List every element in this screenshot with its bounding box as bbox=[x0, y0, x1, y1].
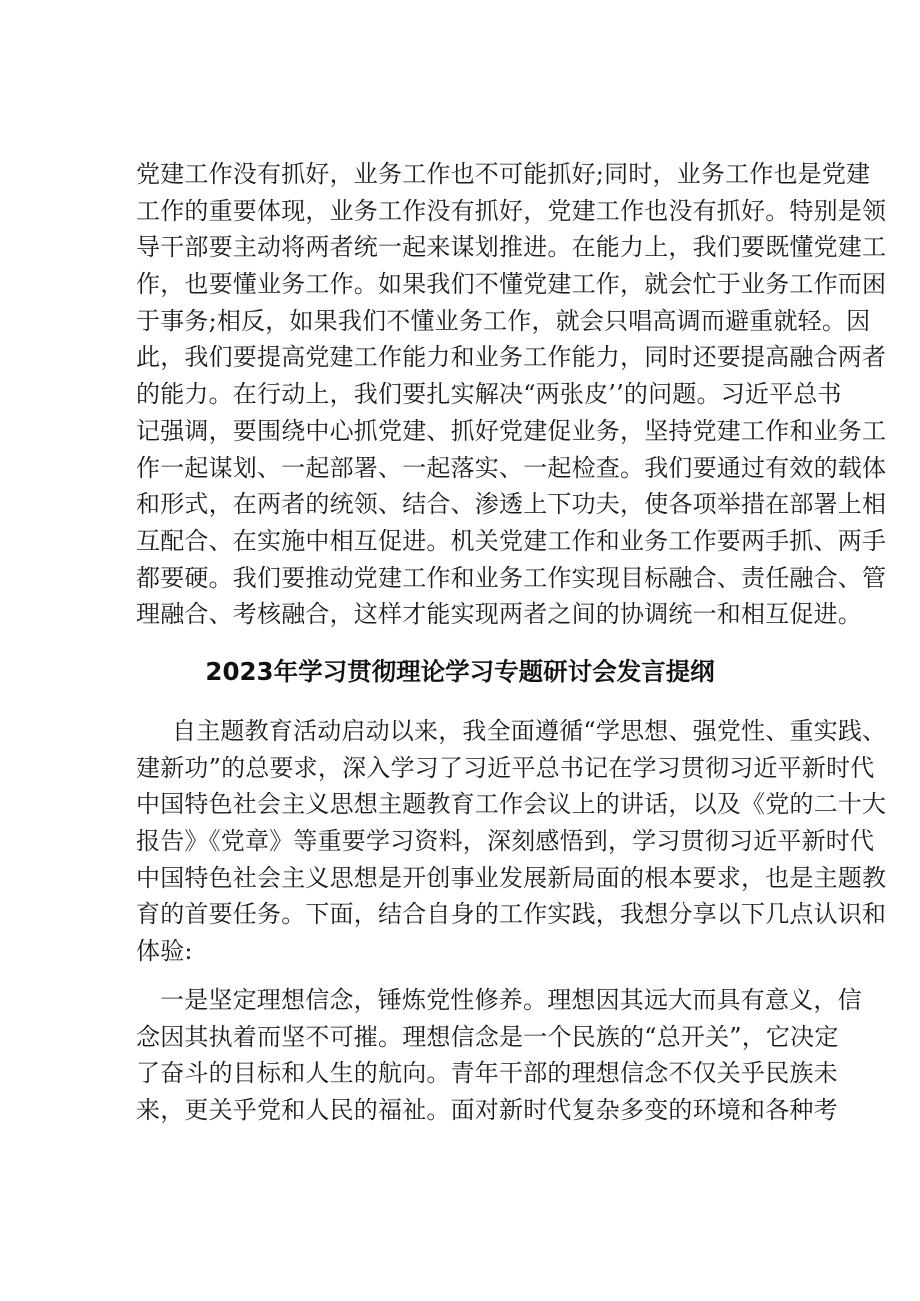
text-line: 都要硬。我们要推动党建工作和业务工作实现目标融合、责任融合、管 bbox=[136, 563, 887, 592]
text-line: 来，更关乎党和人民的福祉。面对新时代复杂多变的环境和各种考 bbox=[136, 1096, 838, 1125]
text-line: 念因其执着而坚不可摧。理想信念是一个民族的“总开关”，它决定 bbox=[136, 1022, 839, 1051]
section-heading: 2023年学习贯彻理论学习专题研讨会发言提纲 bbox=[205, 657, 715, 686]
text-line: 和形式，在两者的统领、结合、渗透上下功夫，使各项举措在部署上相 bbox=[136, 490, 887, 519]
text-line: 中国特色社会主义思想是开创事业发展新局面的根本要求，也是主题教 bbox=[136, 863, 887, 892]
text-line: 建新功”的总要求，深入学习了习近平总书记在学习贯彻习近平新时代 bbox=[136, 753, 875, 782]
text-line: 导干部要主动将两者统一起来谋划推进。在能力上，我们要既懂党建工 bbox=[136, 233, 887, 262]
text-line: 作，也要懂业务工作。如果我们不懂党建工作，就会忙于业务工作而困 bbox=[136, 270, 887, 299]
text-line: 此，我们要提高党建工作能力和业务工作能力，同时还要提高融合两者 bbox=[136, 343, 887, 372]
text-line: 育的首要任务。下面，结合自身的工作实践，我想分享以下几点认识和 bbox=[136, 900, 887, 929]
text-line: 互配合、在实施中相互促进。机关党建工作和业务工作要两手抓、两手 bbox=[136, 526, 887, 555]
text-line: 工作的重要体现，业务工作没有抓好，党建工作也没有抓好。特别是领 bbox=[136, 196, 887, 225]
text-line: 理融合、考核融合，这样才能实现两者之间的协调统一和相互促进。 bbox=[136, 600, 862, 629]
text-line: 体验: bbox=[136, 937, 193, 966]
text-line: 党建工作没有抓好，业务工作也不可能抓好;同时，业务工作也是党建 bbox=[136, 160, 871, 188]
text-line: 报告》《党章》等重要学习资料，深刻感悟到，学习贯彻习近平新时代 bbox=[136, 827, 875, 856]
text-line: 一是坚定理想信念，锤炼党性修养。理想因其远大而具有意义，信 bbox=[160, 986, 862, 1014]
text-line: 中国特色社会主义思想主题教育工作会议上的讲话，以及《党的二十大 bbox=[136, 790, 887, 819]
text-line: 作一起谋划、一起部署、一起落实、一起检查。我们要通过有效的载体 bbox=[136, 453, 887, 482]
text-line: 记强调，要围绕中心抓党建、抓好党建促业务，坚持党建工作和业务工 bbox=[136, 416, 887, 445]
text-line: 自主题教育活动启动以来，我全面遵循“学思想、强党性、重实践、 bbox=[172, 717, 887, 745]
text-line: 了奋斗的目标和人生的航向。青年干部的理想信念不仅关乎民族未 bbox=[136, 1059, 838, 1088]
paragraph-point-one bbox=[136, 982, 862, 1129]
paragraph-party-building bbox=[136, 156, 887, 633]
paragraph-introduction bbox=[136, 713, 887, 970]
text-line: 于事务;相反，如果我们不懂业务工作，就会只唱高调而避重就轻。因 bbox=[136, 306, 871, 335]
text-line: 的能力。在行动上，我们要扎实解决“两张皮’’的问题。习近平总书 bbox=[136, 380, 842, 409]
